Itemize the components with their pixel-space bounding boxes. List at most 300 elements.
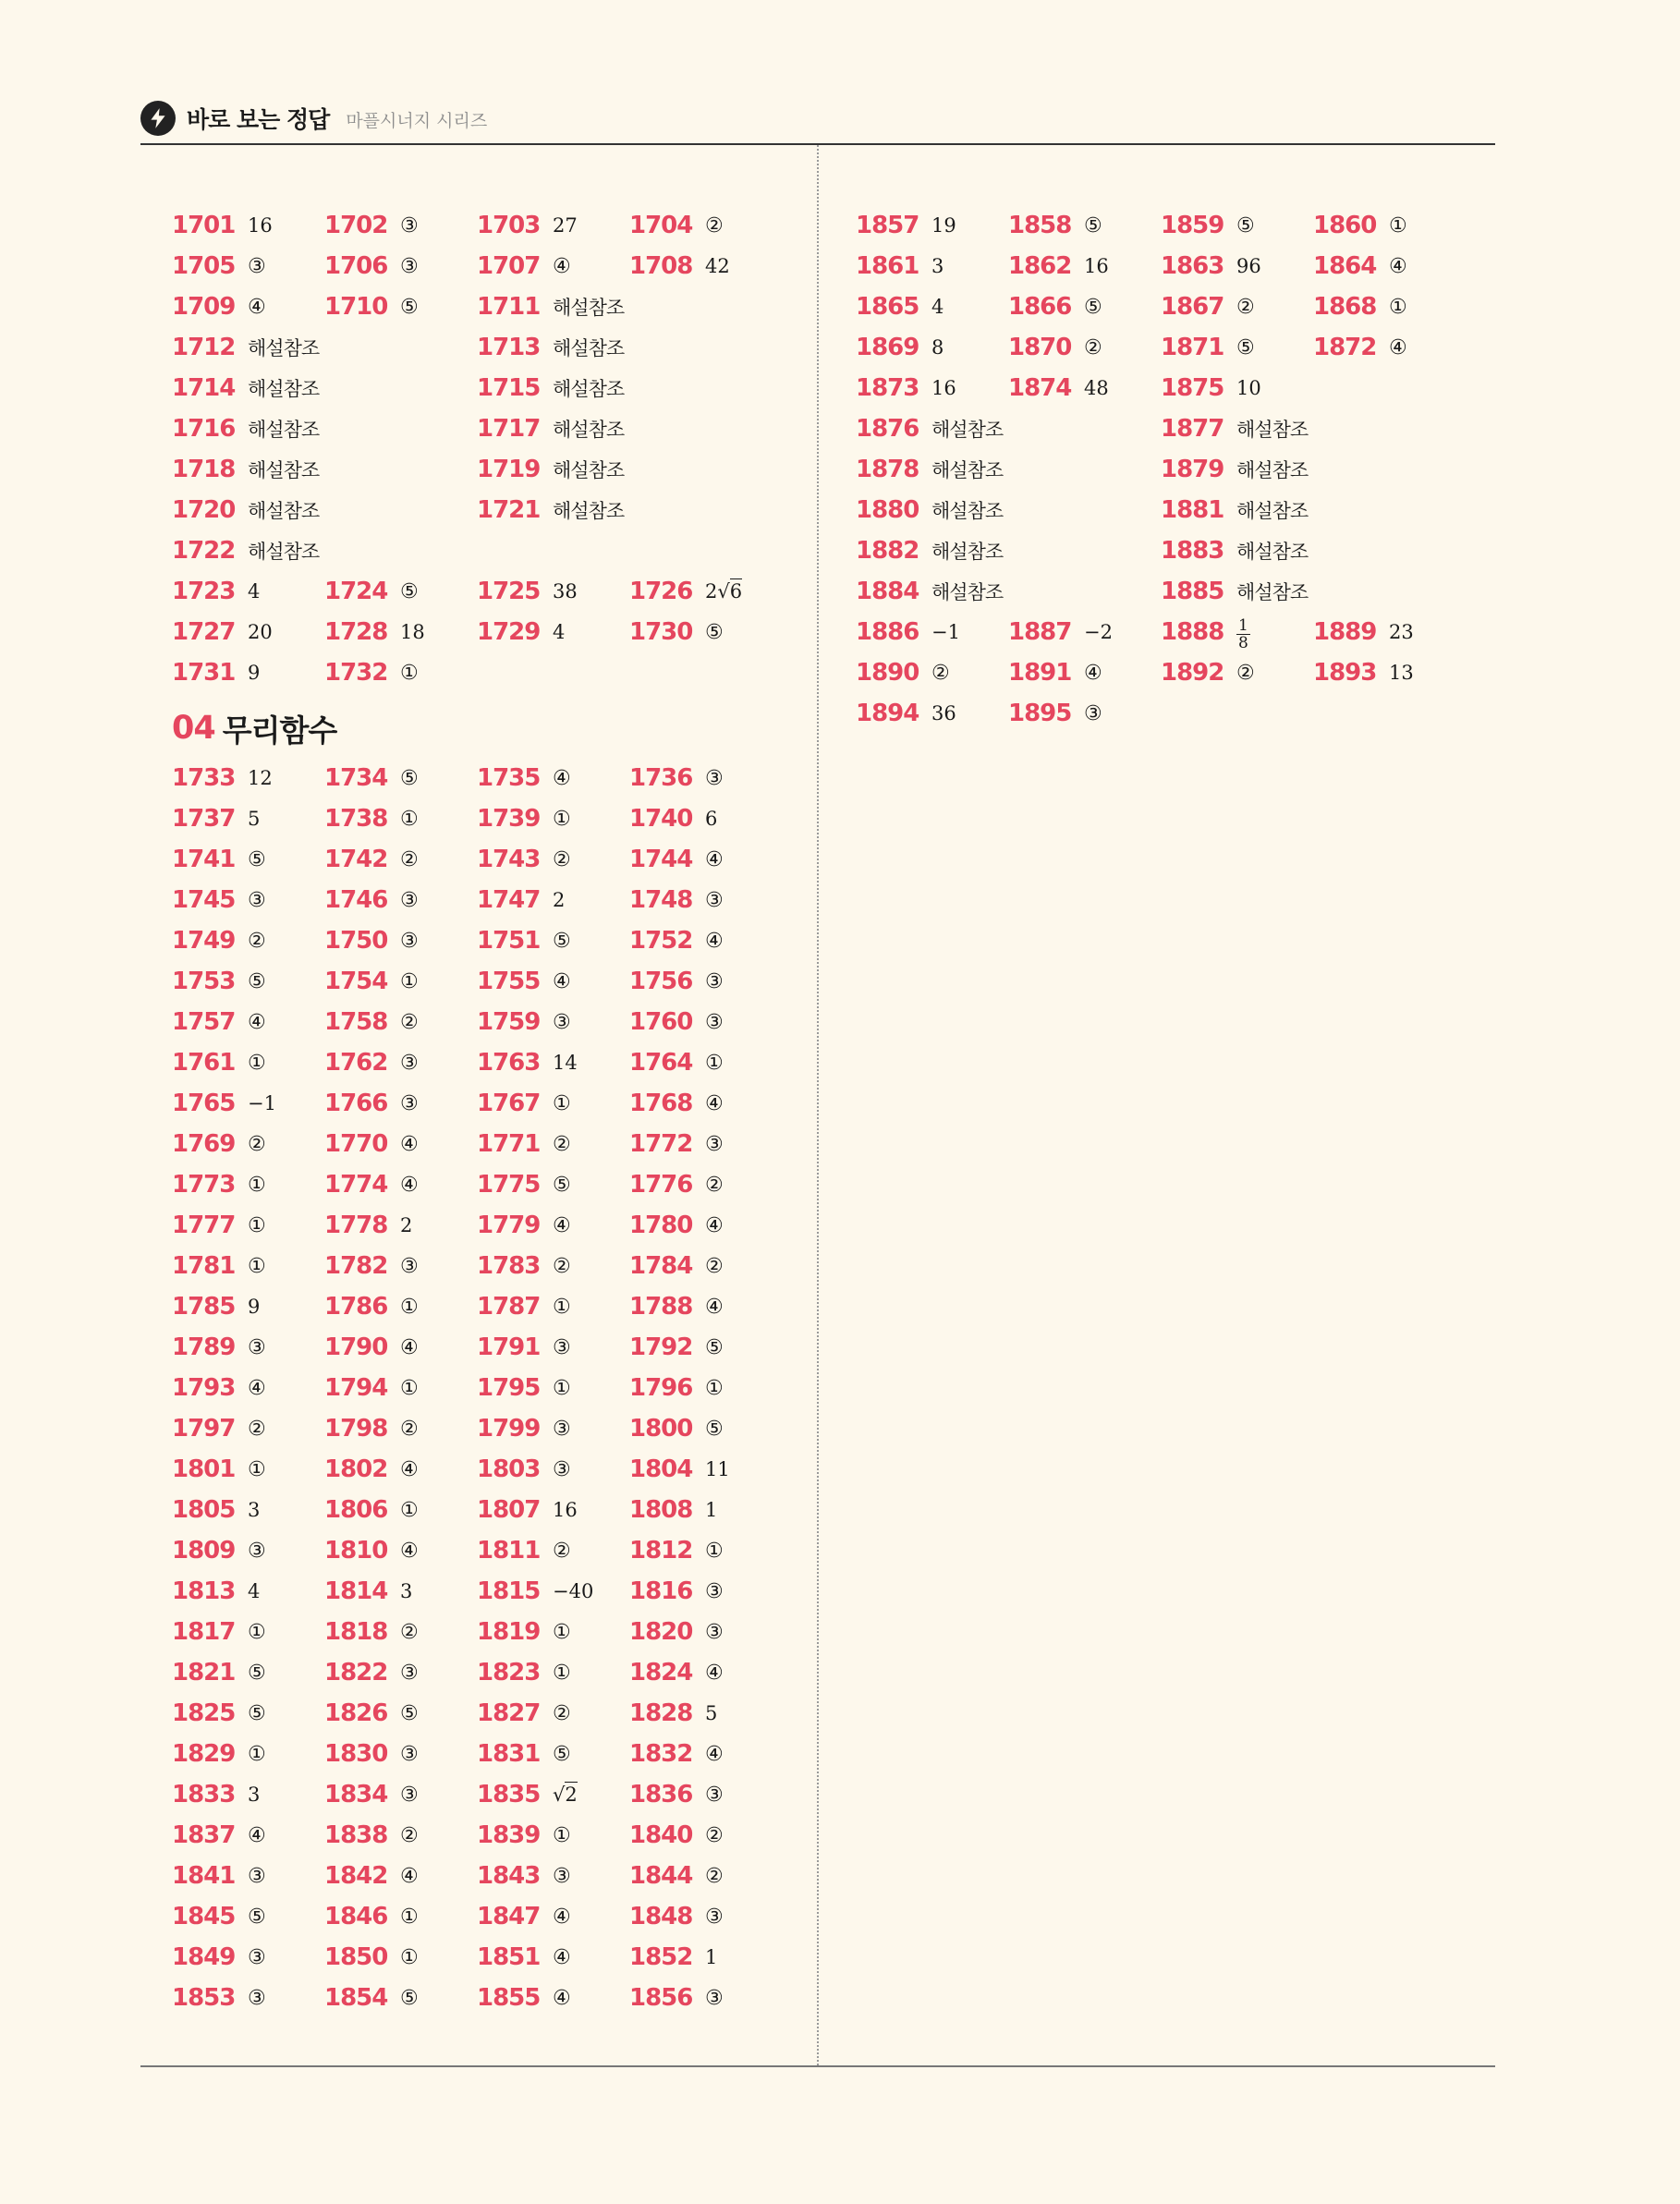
answer-item (1161, 252, 1313, 280)
answer-item (1161, 212, 1313, 239)
answer-row (172, 652, 782, 693)
answer-item (477, 252, 629, 280)
answer-value (553, 1784, 578, 1806)
answer-item (477, 1252, 629, 1280)
answer-item (172, 537, 477, 565)
answer-value: 10 (1236, 377, 1261, 399)
answer-grid-right (856, 205, 1466, 734)
problem-number: 1754 (324, 968, 388, 995)
answer-item (629, 1659, 782, 1686)
problem-number: 1797 (172, 1415, 236, 1443)
problem-number: 1778 (324, 1212, 388, 1239)
answer-value: 23 (1389, 621, 1414, 643)
answer-value: 3 (248, 1499, 261, 1521)
problem-number: 1747 (477, 886, 541, 914)
problem-number: 1818 (324, 1618, 388, 1646)
answer-value: 18 (400, 621, 425, 643)
answer-row (172, 1490, 782, 1530)
problem-number: 1765 (172, 1090, 236, 1117)
problem-number: 1780 (629, 1212, 693, 1239)
answer-item (629, 1537, 782, 1565)
problem-number: 1860 (1313, 212, 1377, 239)
answer-value: ⑤ (400, 579, 419, 603)
answer-item (629, 1293, 782, 1321)
answer-value: ④ (1389, 254, 1407, 278)
answer-item (1161, 537, 1466, 565)
problem-number: 1736 (629, 764, 693, 792)
answer-item (629, 927, 782, 955)
problem-number: 1762 (324, 1049, 388, 1077)
answer-value: 해설참조 (1236, 459, 1309, 481)
answer-item (1161, 659, 1313, 687)
answer-value: ② (553, 1254, 571, 1278)
problem-number: 1793 (172, 1374, 236, 1402)
answer-value: ③ (705, 888, 724, 912)
answer-value: ① (1389, 295, 1407, 319)
column-divider (817, 145, 819, 2065)
answer-item (324, 968, 477, 995)
problem-number: 1786 (324, 1293, 388, 1321)
problem-number: 1859 (1161, 212, 1224, 239)
problem-number: 1884 (856, 578, 919, 605)
problem-number: 1750 (324, 927, 388, 955)
answer-value: ④ (400, 1335, 419, 1359)
problem-number: 1790 (324, 1333, 388, 1361)
answer-value: ① (400, 1905, 419, 1929)
answer-row (172, 839, 782, 880)
answer-item (629, 1252, 782, 1280)
answer-item (1161, 613, 1313, 651)
problem-number: 1718 (172, 456, 236, 483)
answer-item (477, 1943, 629, 1971)
problem-number: 1758 (324, 1008, 388, 1036)
answer-item (324, 1049, 477, 1077)
problem-number: 1733 (172, 764, 236, 792)
answer-item (629, 212, 782, 239)
answer-item (172, 1699, 324, 1727)
problem-number: 1834 (324, 1781, 388, 1808)
problem-number: 1891 (1008, 659, 1072, 687)
answer-value: ⑤ (248, 1661, 266, 1685)
answer-value: ④ (705, 929, 724, 953)
answer-value: ③ (248, 1539, 266, 1563)
answer-value: ① (553, 1823, 571, 1847)
answer-value: 2 (400, 1214, 413, 1236)
radical-sign: √ (553, 1784, 566, 1806)
problem-number: 1799 (477, 1415, 541, 1443)
answer-value: ② (553, 1132, 571, 1156)
answer-value: 9 (248, 662, 261, 684)
answer-row (172, 1734, 782, 1774)
problem-number: 1729 (477, 618, 541, 646)
answer-value: 해설참조 (248, 541, 320, 563)
problem-number: 1824 (629, 1659, 693, 1686)
answer-item (629, 1130, 782, 1158)
problem-number: 1830 (324, 1740, 388, 1768)
answer-value: ③ (705, 1579, 724, 1603)
answer-item (629, 968, 782, 995)
answer-row (172, 1286, 782, 1327)
answer-value: ④ (553, 1905, 571, 1929)
answer-item (1008, 374, 1161, 402)
answer-row (172, 1124, 782, 1164)
answer-value: ① (400, 1498, 419, 1522)
answer-item (477, 1455, 629, 1483)
answer-value: ⑤ (705, 1417, 724, 1441)
answer-value: ④ (400, 1457, 419, 1481)
answer-item (477, 1130, 629, 1158)
answer-row (172, 1774, 782, 1815)
answer-item (172, 334, 477, 361)
answer-value: ⑤ (248, 969, 266, 993)
left-column (172, 205, 782, 2018)
answer-item (856, 659, 1008, 687)
answer-value: 해설참조 (248, 459, 320, 481)
answer-value: ① (248, 1173, 266, 1197)
problem-number: 1855 (477, 1984, 541, 2012)
problem-number: 1885 (1161, 578, 1224, 605)
answer-value: ① (553, 1295, 571, 1319)
problem-number: 1756 (629, 968, 693, 995)
answer-value: ② (400, 1417, 419, 1441)
answer-value: 42 (705, 255, 730, 277)
answer-value: ④ (705, 1213, 724, 1237)
answer-value: ③ (400, 1254, 419, 1278)
answer-value: 해설참조 (553, 297, 625, 319)
answer-item (629, 1699, 782, 1727)
answer-value: ③ (705, 1010, 724, 1034)
problem-number: 1888 (1161, 618, 1224, 646)
answer-item (324, 1374, 477, 1402)
lightning-bolt-icon (140, 101, 176, 136)
problem-number: 1842 (324, 1862, 388, 1890)
answer-item (1161, 496, 1466, 524)
answer-item (629, 1618, 782, 1646)
problem-number: 1857 (856, 212, 919, 239)
problem-number: 1755 (477, 968, 541, 995)
answer-item (172, 1781, 324, 1808)
answer-item (324, 1455, 477, 1483)
answer-value: 해설참조 (553, 419, 625, 441)
answer-value: 4 (248, 580, 261, 603)
answer-item (477, 764, 629, 792)
answer-value: 해설참조 (248, 378, 320, 400)
answer-value: 해설참조 (931, 500, 1004, 522)
answer-value: ② (1236, 661, 1255, 685)
answer-item (477, 1171, 629, 1199)
answer-item (477, 1212, 629, 1239)
answer-value: ③ (1084, 701, 1102, 725)
answer-row (172, 1530, 782, 1571)
problem-number: 1865 (856, 293, 919, 321)
problem-number: 1807 (477, 1496, 541, 1524)
problem-number: 1844 (629, 1862, 693, 1890)
answer-value: ① (553, 1620, 571, 1644)
answer-item (172, 1130, 324, 1158)
problem-number: 1771 (477, 1130, 541, 1158)
answer-value: ① (400, 807, 419, 831)
answer-row (172, 1205, 782, 1246)
answer-value: ② (705, 1173, 724, 1197)
problem-number: 1866 (1008, 293, 1072, 321)
answer-value: 해설참조 (931, 459, 1004, 481)
answer-item (477, 1090, 629, 1117)
problem-number: 1880 (856, 496, 919, 524)
answer-item (856, 618, 1008, 646)
problem-number: 1768 (629, 1090, 693, 1117)
answer-item (172, 805, 324, 833)
answer-value: ③ (248, 888, 266, 912)
answer-value: ④ (705, 1091, 724, 1115)
answer-item (629, 578, 782, 605)
answer-value: ④ (705, 1295, 724, 1319)
answer-item (477, 1781, 629, 1808)
answer-value: 해설참조 (1236, 419, 1309, 441)
problem-number: 1886 (856, 618, 919, 646)
answer-value: ④ (248, 1010, 266, 1034)
problem-number: 1775 (477, 1171, 541, 1199)
answer-row (172, 205, 782, 246)
answer-value: ④ (400, 1132, 419, 1156)
answer-row (172, 408, 782, 449)
answer-value (1236, 613, 1250, 651)
problem-number: 1877 (1161, 415, 1224, 443)
problem-number: 1861 (856, 252, 919, 280)
answer-item (1008, 334, 1161, 361)
problem-number: 1874 (1008, 374, 1072, 402)
answer-row (172, 449, 782, 490)
problem-number: 1827 (477, 1699, 541, 1727)
answer-item (629, 846, 782, 873)
problem-number: 1822 (324, 1659, 388, 1686)
problem-number: 1881 (1161, 496, 1224, 524)
problem-number: 1812 (629, 1537, 693, 1565)
answer-row (172, 1652, 782, 1693)
problem-number: 1726 (629, 578, 693, 605)
answer-row (172, 961, 782, 1002)
answer-item (477, 1618, 629, 1646)
answer-value: ⑤ (705, 1335, 724, 1359)
problem-number: 1723 (172, 578, 236, 605)
answer-item (856, 456, 1161, 483)
answer-value: ④ (553, 254, 571, 278)
problem-number: 1752 (629, 927, 693, 955)
answer-row (172, 1449, 782, 1490)
answer-value: ③ (553, 1335, 571, 1359)
answer-item (172, 968, 324, 995)
answer-row (172, 327, 782, 368)
problem-number: 1739 (477, 805, 541, 833)
answer-row (172, 1937, 782, 1978)
problem-number: 1816 (629, 1577, 693, 1605)
answer-value: ③ (248, 1864, 266, 1888)
answer-value: 38 (553, 580, 578, 603)
answer-item (477, 1862, 629, 1890)
answer-item (324, 618, 477, 646)
right-column (856, 205, 1466, 734)
answer-value: 4 (553, 621, 566, 643)
answer-row (172, 246, 782, 286)
answer-item (172, 496, 477, 524)
answer-item (172, 293, 324, 321)
answer-value: 2 (553, 889, 566, 911)
answer-item (172, 1049, 324, 1077)
answer-item (172, 1862, 324, 1890)
problem-number: 1795 (477, 1374, 541, 1402)
problem-number: 1782 (324, 1252, 388, 1280)
answer-item (324, 886, 477, 914)
answer-item (1008, 700, 1161, 727)
problem-number: 1734 (324, 764, 388, 792)
answer-item (324, 1781, 477, 1808)
answer-row (172, 1408, 782, 1449)
answer-value: 6 (705, 808, 718, 830)
answer-item (172, 659, 324, 687)
answer-row (172, 571, 782, 612)
answer-grid-left-top (172, 205, 782, 693)
answer-value: ③ (400, 888, 419, 912)
problem-number: 1711 (477, 293, 541, 321)
answer-value: ② (248, 1132, 266, 1156)
answer-item (477, 1659, 629, 1686)
problem-number: 1716 (172, 415, 236, 443)
answer-value: ③ (553, 1864, 571, 1888)
answer-value: ② (553, 1701, 571, 1725)
problem-number: 1839 (477, 1821, 541, 1849)
problem-number: 1878 (856, 456, 919, 483)
problem-number: 1801 (172, 1455, 236, 1483)
problem-number: 1763 (477, 1049, 541, 1077)
answer-item (324, 1171, 477, 1199)
answer-value: ① (248, 1620, 266, 1644)
answer-value: 16 (553, 1499, 578, 1521)
answer-value: 12 (248, 767, 273, 789)
answer-value: 해설참조 (931, 541, 1004, 563)
answer-row (172, 1978, 782, 2018)
answer-item (1161, 578, 1466, 605)
problem-number: 1796 (629, 1374, 693, 1402)
answer-row (856, 408, 1466, 449)
answer-item (856, 496, 1161, 524)
problem-number: 1774 (324, 1171, 388, 1199)
answer-row (172, 286, 782, 327)
problem-number: 1869 (856, 334, 919, 361)
problem-number: 1852 (629, 1943, 693, 1971)
answer-value: ② (400, 1823, 419, 1847)
answer-item (324, 805, 477, 833)
problem-number: 1789 (172, 1333, 236, 1361)
answer-value: 1 (705, 1499, 718, 1521)
answer-value: 27 (553, 214, 578, 237)
section-number: 04 (172, 710, 215, 747)
answer-value: 해설참조 (1236, 500, 1309, 522)
answer-item (856, 293, 1008, 321)
problem-number: 1804 (629, 1455, 693, 1483)
problem-number: 1717 (477, 415, 541, 443)
answer-value: ① (553, 1661, 571, 1685)
answer-item (477, 968, 629, 995)
answer-item (629, 764, 782, 792)
fraction-numerator: 1 (1238, 616, 1248, 635)
answer-item (324, 1699, 477, 1727)
problem-number: 1788 (629, 1293, 693, 1321)
answer-value: ② (705, 1254, 724, 1278)
problem-number: 1872 (1313, 334, 1377, 361)
answer-value: ⑤ (553, 929, 571, 953)
answer-item (1313, 293, 1466, 321)
problem-number: 1856 (629, 1984, 693, 2012)
problem-number: 1821 (172, 1659, 236, 1686)
answer-value: ④ (705, 1742, 724, 1766)
answer-value: 3 (248, 1784, 261, 1806)
problem-number: 1843 (477, 1862, 541, 1890)
answer-item (324, 1008, 477, 1036)
problem-number: 1862 (1008, 252, 1072, 280)
answer-value: 해설참조 (248, 419, 320, 441)
answer-value: 해설참조 (553, 378, 625, 400)
answer-value: ④ (705, 1661, 724, 1685)
answer-item (629, 805, 782, 833)
problem-number: 1728 (324, 618, 388, 646)
problem-number: 1808 (629, 1496, 693, 1524)
problem-number: 1798 (324, 1415, 388, 1443)
answer-item (477, 1496, 629, 1524)
answer-value: ③ (400, 1051, 419, 1075)
problem-number: 1825 (172, 1699, 236, 1727)
answer-item (172, 1618, 324, 1646)
answer-value: ④ (248, 1376, 266, 1400)
problem-number: 1813 (172, 1577, 236, 1605)
answer-value: ③ (705, 1905, 724, 1929)
problem-number: 1875 (1161, 374, 1224, 402)
problem-number: 1741 (172, 846, 236, 873)
answer-item (477, 1049, 629, 1077)
answer-item (324, 1659, 477, 1686)
answer-item (477, 1699, 629, 1727)
problem-number: 1854 (324, 1984, 388, 2012)
answer-item (629, 886, 782, 914)
answer-value: ① (400, 661, 419, 685)
problem-number: 1814 (324, 1577, 388, 1605)
problem-number: 1725 (477, 578, 541, 605)
answer-row (172, 1164, 782, 1205)
problem-number: 1715 (477, 374, 541, 402)
answer-row (856, 449, 1466, 490)
answer-item (477, 1740, 629, 1768)
problem-number: 1811 (477, 1537, 541, 1565)
problem-number: 1751 (477, 927, 541, 955)
problem-number: 1895 (1008, 700, 1072, 727)
answer-value: ③ (400, 929, 419, 953)
problem-number: 1761 (172, 1049, 236, 1077)
answer-value: 해설참조 (553, 500, 625, 522)
answer-row (172, 1042, 782, 1083)
answer-item (172, 1333, 324, 1361)
problem-number: 1749 (172, 927, 236, 955)
answer-value: 4 (931, 296, 944, 318)
problem-number: 1745 (172, 886, 236, 914)
answer-item (324, 1618, 477, 1646)
answer-row (172, 920, 782, 961)
answer-value: 해설참조 (931, 581, 1004, 603)
answer-value: ⑤ (248, 847, 266, 871)
answer-item (477, 886, 629, 914)
answer-value: ③ (400, 213, 419, 237)
problem-number: 1817 (172, 1618, 236, 1646)
answer-value: ⑤ (248, 1905, 266, 1929)
answer-value: ③ (705, 1986, 724, 2010)
answer-value: ③ (553, 1457, 571, 1481)
